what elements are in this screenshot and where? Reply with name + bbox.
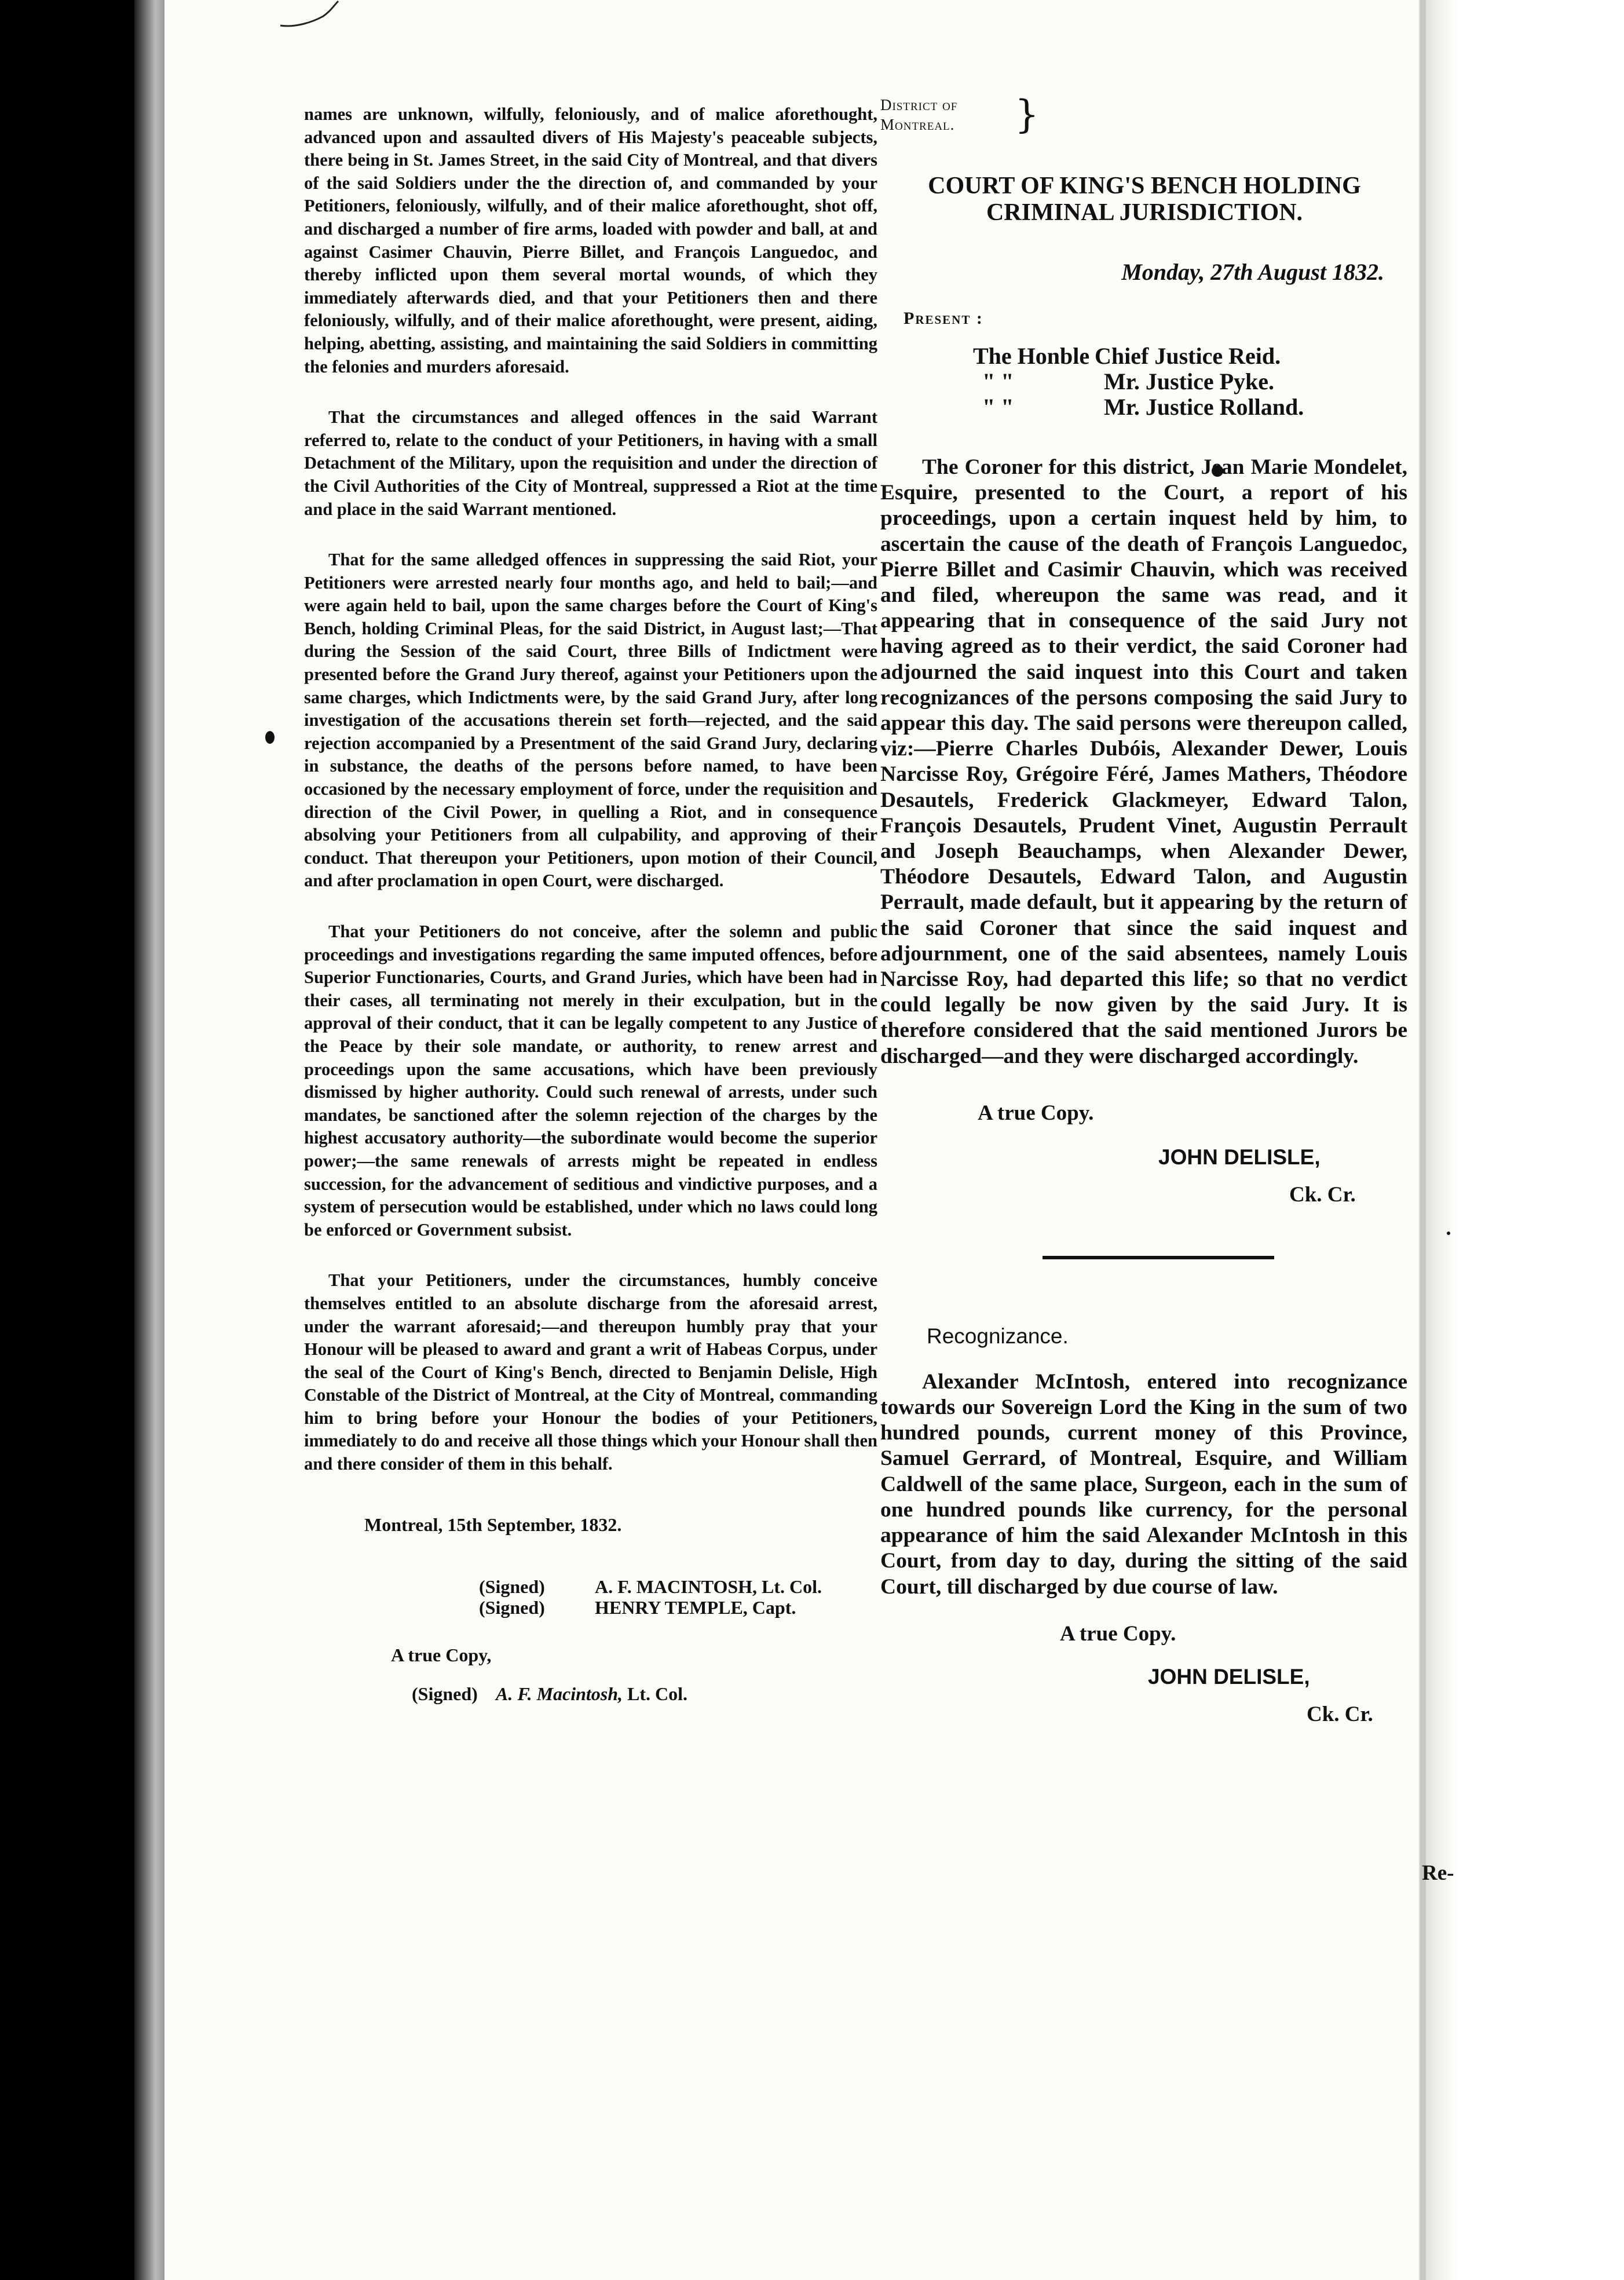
petition-paragraph: That for the same alledged offences in suppressing the said Riot, your Petitioners were arrested nearly four months ago, and held to bail;—and were again held to bail, upon the same charges before the Court of King's Bench, holding Criminal Pleas, for the said District, in August last;—That during the Session of the said Court, three Bills of Indictment were presented before the Grand Jury thereof, against your Petitioners upon the same charges, which Indictments were, by the said Grand Jury, after long investigation of the accusations therein set forth—rejected, and the said rejection accompanied by a Presentment of the said Grand Jury, declaring in substance, the deaths of the persons before named, to have been occasioned by the necessary employment of force, under the requisition and direction of the Civil Power, in quelling a Riot, and in consequence absolving your Petitioners from all culpability, and approving of their conduct. That thereupon your Petitioners, upon motion of their Council, and after proclamation in open Court, were discharged. [304, 550, 877, 891]
judges-list [973, 344, 1407, 420]
judge-name: Mr. Justice Pyke. [1104, 368, 1275, 394]
coroner-report-paragraph: The Coroner for this district, Jean Marie Mondelet, Esquire, presented to the Court, a report of his proceedings, upon a certain inquest held by him, to ascertain the cause of the death of François Languedoc, Pierre Billet and Casimir Chauvin, which was received and filed, whereupon the same was read, and it appearing that in consequence of the said Jury not having agreed as to their verdict, the said Coroner had adjourned the said inquest into this Court and taken recognizances of the persons composing the said Jury to appear this day. The said persons were thereupon called, viz:—Pierre Charles Dubóis, Alexander Dewer, Louis Narcisse Roy, Grégoire Féré, James Mathers, Théodore Desautels, Frederick Glackmeyer, Edward Talon, François Desautels, Prudent Vinet, Augustin Perrault and Joseph Beauchamps, when Alexander Dewer, Théodore Desautels, Edward Talon, and Augustin Perrault, made default, but it appearing by the return of the said Coroner that since the said inquest and adjournment, one of the said absentees, namely Louis Narcisse Roy, had departed this life; so that no verdict could legally be now given by the said Jury. It is therefore considered that the said mentioned Jurors be discharged—and they were discharged accordingly. [880, 455, 1407, 1068]
true-copy-label: A true Copy. [978, 1101, 1094, 1125]
signed-label: (Signed) [479, 1576, 545, 1597]
petition-date: Montreal, 15th September, 1832. [364, 1514, 622, 1535]
recognizance-heading: Recognizance. [927, 1324, 1069, 1348]
ink-spot [265, 731, 275, 744]
judge-prefix: " " [982, 394, 1014, 420]
signatory-name: A. F. Macintosh, [496, 1683, 623, 1704]
signed-label: (Signed) [479, 1596, 545, 1618]
signatory-rank: Lt. Col. [627, 1683, 688, 1704]
scan-margin-right [1419, 0, 1624, 2280]
judge-name: Chief Justice Reid. [1095, 343, 1281, 369]
right-column [880, 92, 1407, 1727]
court-title-line: CRIMINAL JURISDICTION. [986, 199, 1303, 226]
petition-paragraph: names are unknown, wilfully, feloniously, and of malice aforethought, advanced upon and assaulted divers of His Majesty's peaceable subjects, there being in St. James Street, in the said City of Montreal, and that divers of the said Soldiers under the the direction of, and commanded by your Petitioners, feloniously, wilfully, and of their malice aforethought, shot off, and discharged a number of fire arms, loaded with powder and ball, at and against Casimer Chauvin, Pierre Billet, and François Languedoc, and thereby inflicted upon them several mortal wounds, of which they immediately afterwards died, and that your Petitioners then and there feloniously, wilfully, and of their malice aforethought, were present, aiding, helping, abetting, assisting, and maintaining the said Soldiers in committing the felonies and murders aforesaid. [304, 104, 877, 377]
ink-spot [1447, 1232, 1450, 1235]
signature-row [304, 1597, 877, 1618]
petition-paragraph: That the circumstances and alleged offences in the said Warrant referred to, relate to the conduct of your Petitioners, in having with a small Detachment of the Military, upon the requisition and under the direction of the Civil Authorities of the City of Montreal, suppressed a Riot at the time and place in the said Warrant mentioned. [304, 407, 877, 519]
district-header [880, 92, 1054, 137]
district-line: District of [880, 96, 958, 114]
brace-icon: } [1015, 92, 1039, 137]
book-spine [134, 0, 164, 2280]
clerk-name: JOHN DELISLE, [1158, 1145, 1321, 1169]
petition-paragraph: That your Petitioners, under the circumstances, humbly conceive themselves entitled to an absolute discharge from the aforesaid arrest, under the warrant aforesaid;—and thereupon humbly pray that your Honour will be pleased to award and grant a writ of Habeas Corpus, under the seal of the Court of King's Bench, directed to Benjamin Delisle, High Constable of the District of Montreal, at the City of Montreal, commanding him to bring before your Honour the bodies of your Petitioners, immediately to do and receive all those things which your Honour shall then and there consider of them in this behalf. [304, 1270, 877, 1474]
judge-row [973, 394, 1407, 420]
court-title-line: COURT OF KING'S BENCH HOLDING [928, 173, 1361, 199]
judge-prefix: " " [982, 368, 1014, 394]
judge-row [973, 369, 1407, 394]
signature-row [304, 1576, 877, 1597]
signatory-name: A. F. MACINTOSH, Lt. Col. [595, 1576, 822, 1597]
signatory-name: HENRY TEMPLE, Capt. [595, 1596, 796, 1618]
clerk-name: JOHN DELISLE, [1148, 1665, 1310, 1689]
section-divider [1043, 1256, 1274, 1259]
signature-block [304, 1576, 877, 1618]
ink-mark-icon [278, 0, 348, 35]
judge-prefix: The Honble [973, 343, 1090, 369]
recognizance-paragraph: Alexander McIntosh, entered into recognizance towards our Sovereign Lord the King in the sum of two hundred pounds, current money of this Province, Samuel Gerrard, of Montreal, Esquire, and William Caldwell of the same place, Surgeon, each in the sum of one hundred pounds like currency, for the personal appearance of him the said Alexander McIntosh in this Court, from day to day, during the sitting of the said Court, till discharged by due course of law. [880, 1369, 1407, 1599]
court-title [913, 173, 1376, 226]
clerk-title: Ck. Cr. [1307, 1702, 1373, 1727]
catchword: Re- [1422, 1861, 1454, 1885]
clerk-title: Ck. Cr. [1289, 1182, 1356, 1207]
present-label: Present : [904, 309, 983, 328]
true-copy-label: A true Copy, [391, 1644, 492, 1665]
scan-border-left [0, 0, 134, 2280]
page-edge [1420, 0, 1426, 2280]
judge-name: Mr. Justice Rolland. [1104, 394, 1304, 420]
judge-row [973, 344, 1407, 369]
true-copy-label: A true Copy. [1060, 1622, 1176, 1646]
left-column [304, 103, 877, 1705]
petition-paragraph: That your Petitioners do not conceive, after the solemn and public proceedings and investigations regarding the same imputed offences, before Superior Functionaries, Courts, and Grand Juries, which have been had in their cases, all terminating not merely in their exculpation, but in the approval of their conduct, that it can be legally competent to any Justice of the Peace by their sole mandate, or authority, to renew arrest and proceedings upon the same accusations, which have been previously dismissed by higher authority. Could such renewal of arrests, under such mandates, be sanctioned after the solemn rejection of the charges by the highest accusatory authority—the subordinate would become the superior power;—the same renewals of arrests might be repeated in endless succession, for the advancement of seditious and vindictive purposes, and a system of persecution would be established, under which no laws could long be enforced or Government subsist. [304, 922, 877, 1240]
signed-label: (Signed) [412, 1683, 478, 1704]
court-date: Monday, 27th August 1832. [1121, 259, 1384, 285]
district-line: Montreal. [880, 116, 955, 133]
signed-copy-row [412, 1683, 877, 1705]
